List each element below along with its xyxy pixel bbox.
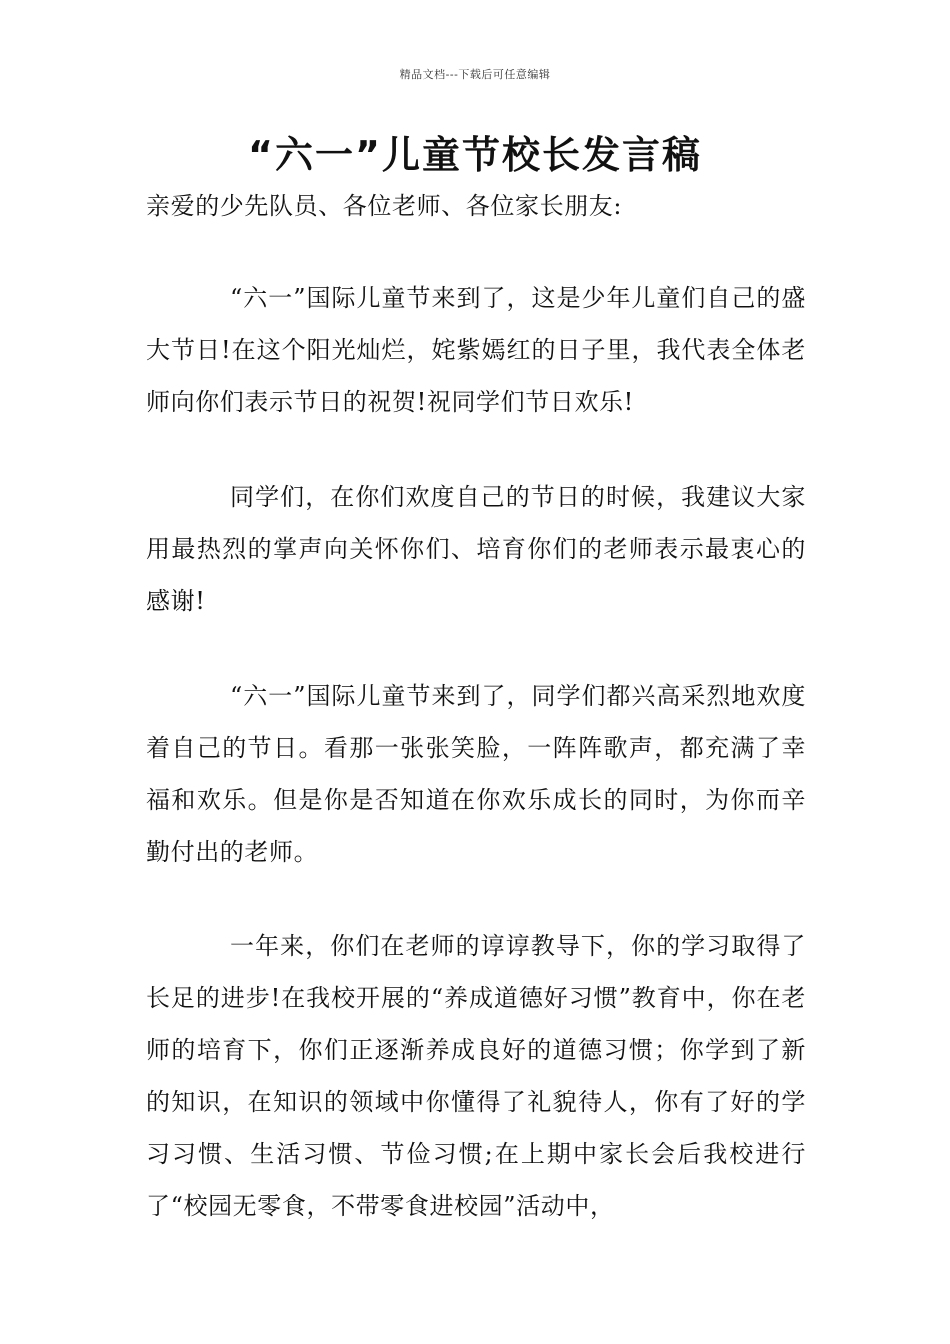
paragraph-2: 同学们，在你们欢度自己的节日的时候，我建议大家用最热烈的掌声向关怀你们、培育你们的老师表示最衷心的感谢! — [146, 483, 806, 615]
page-header-note: 精品文档---下载后可任意编辑 — [399, 68, 551, 81]
greeting-line: 亲爱的少先队员、各位老师、各位家长朋友: — [146, 192, 623, 220]
paragraph-3: “六一”国际儿童节来到了，同学们都兴高采烈地欢度着自己的节日。看那一张张笑脸，一阵阵歌声，都充满了幸福和欢乐。但是你是否知道在你欢乐成长的同时，为你而辛勤付出的老师。 — [146, 682, 806, 866]
paragraph-1: “六一”国际儿童节来到了，这是少年儿童们自己的盛大节日!在这个阳光灿烂，姹紫嫣红的日子里，我代表全体老师向你们表示节日的祝贺!祝同学们节日欢乐! — [146, 284, 806, 416]
paragraph-4: 一年来，你们在老师的谆谆教导下，你的学习取得了长足的进步!在我校开展的“养成道德好习惯”教育中，你在老师的培育下，你们正逐渐养成良好的道德习惯；你学到了新的知识，在知识的领域中你懂得了礼貌待人，你有了好的学习习惯、生活习惯、节俭习惯;在上期中家长会后我校进行了“校园无零食，不带零食进校园”活动中， — [146, 932, 806, 1220]
document-title: “六一”儿童节校长发言稿 — [248, 133, 702, 177]
